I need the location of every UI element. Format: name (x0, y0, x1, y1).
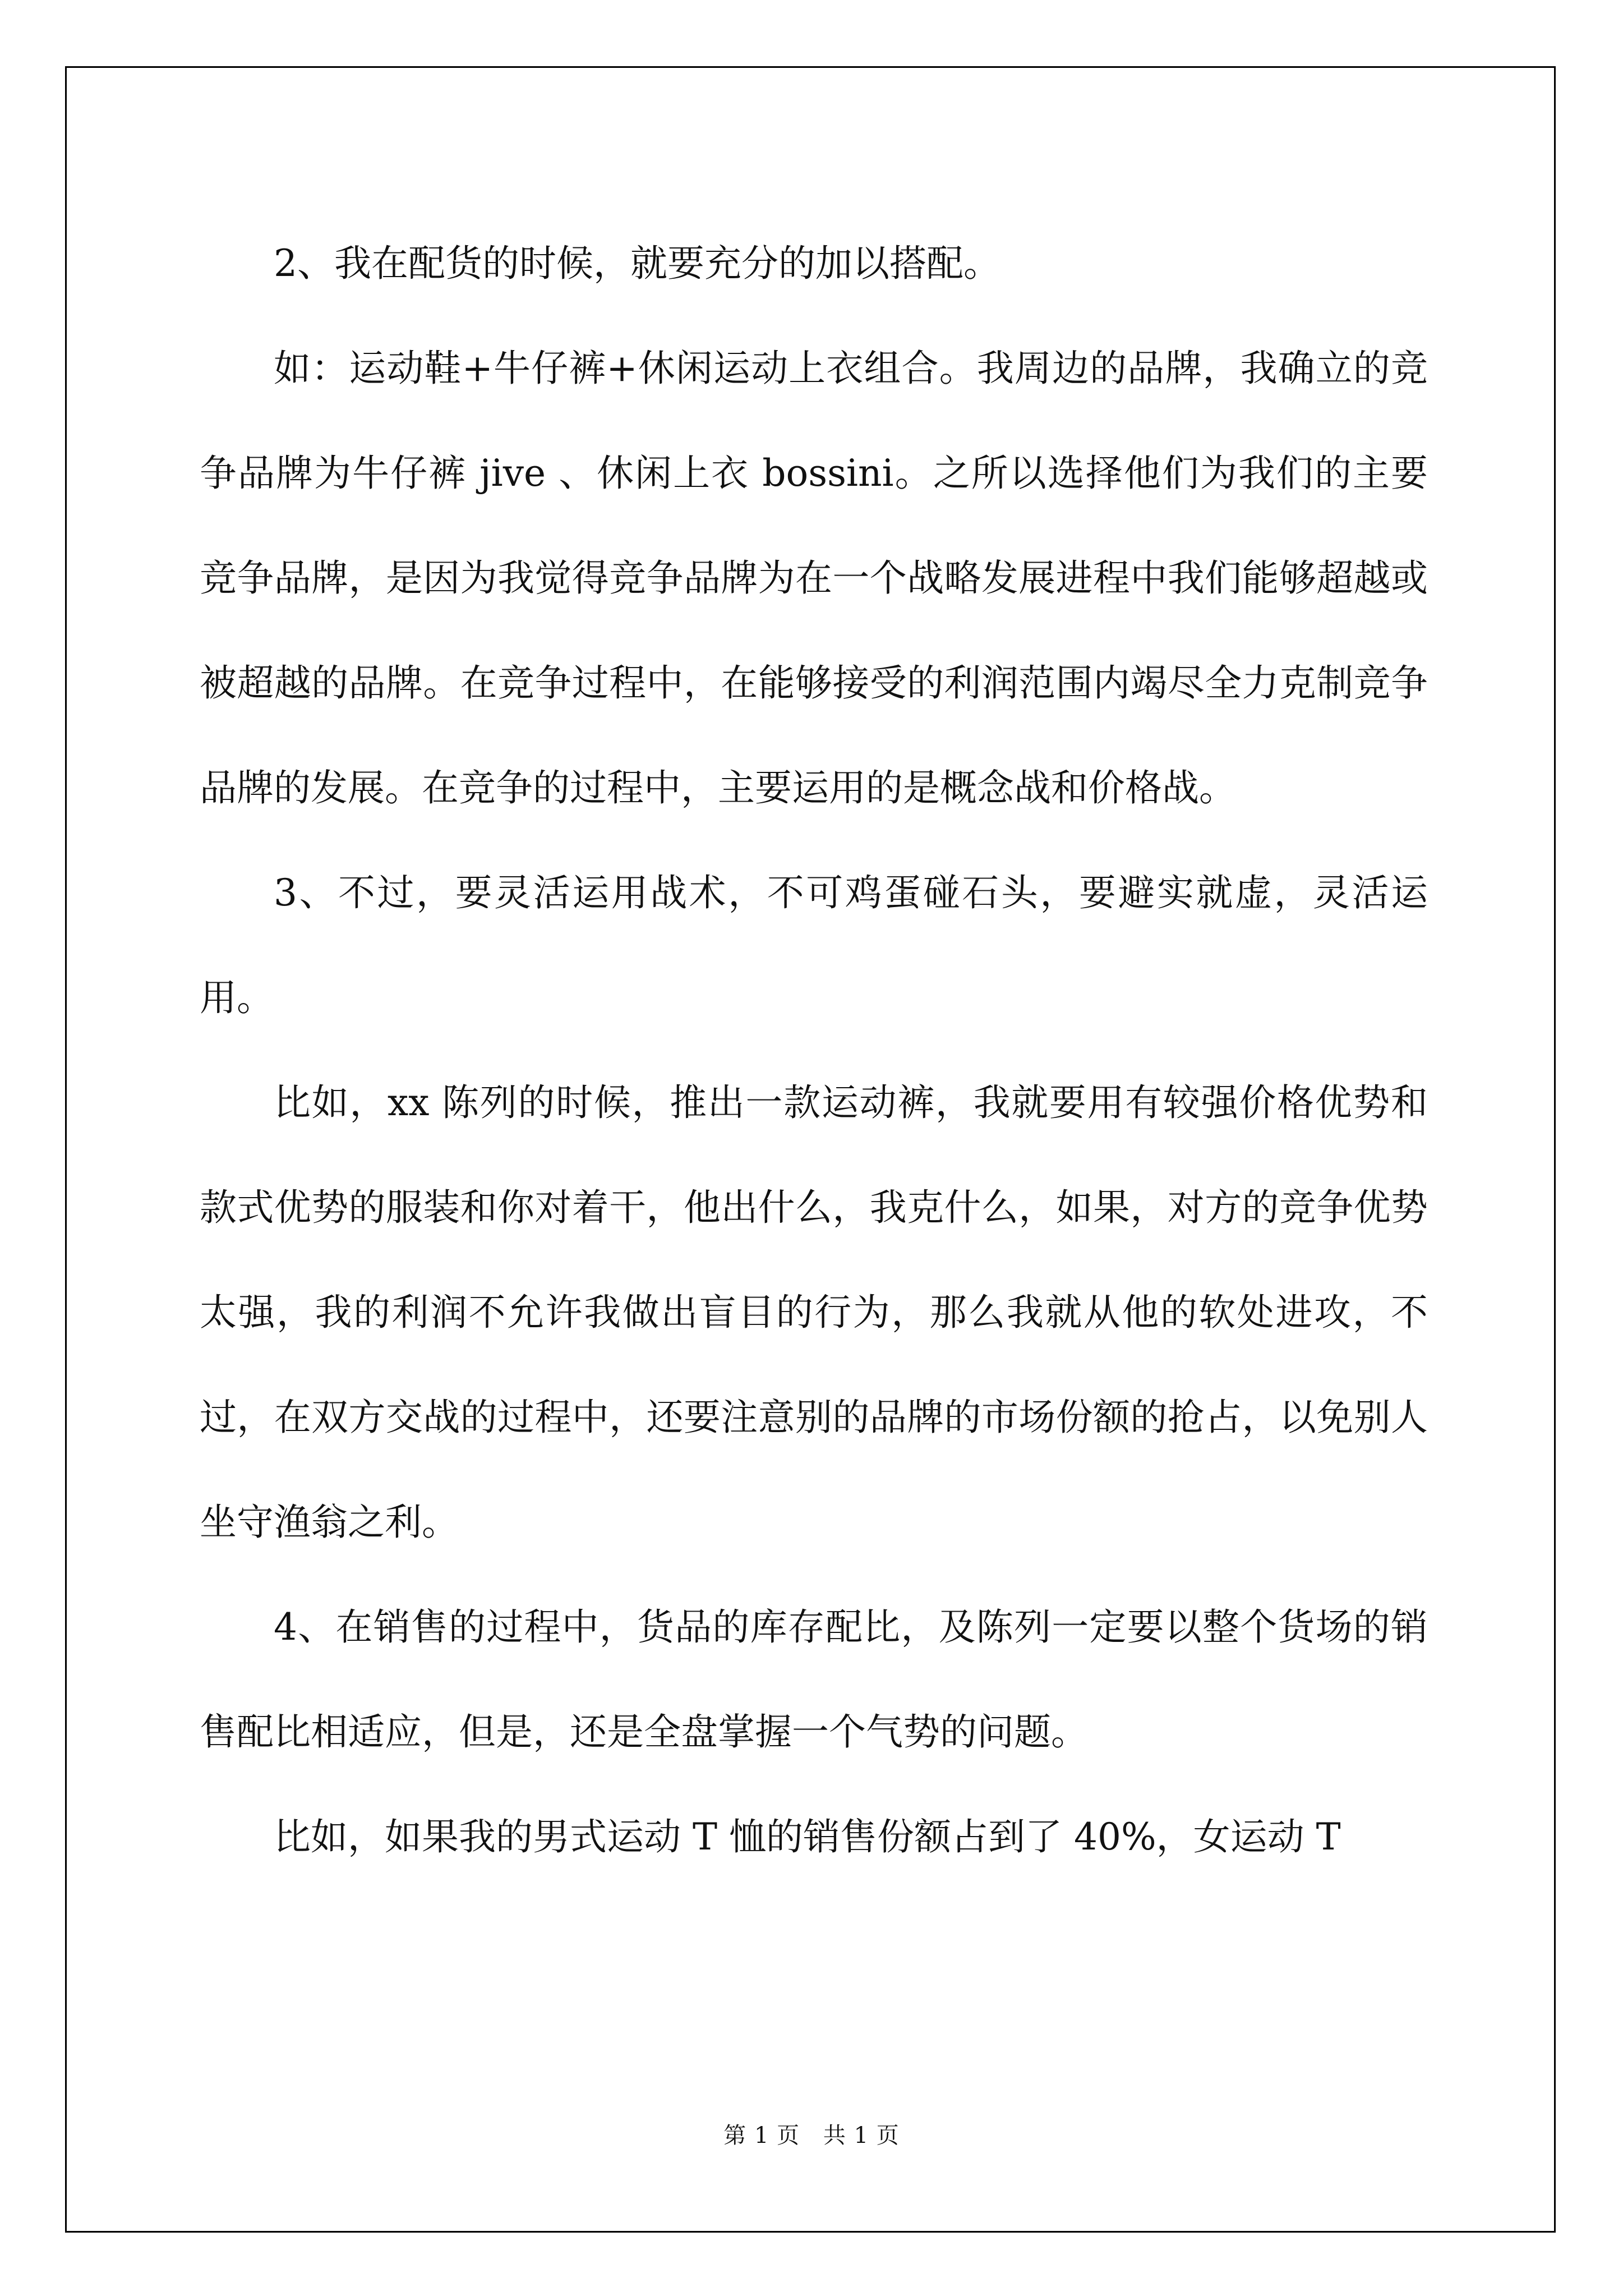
paragraph-5: 4、在销售的过程中，货品的库存配比，及陈列一定要以整个货场的销售配比相适应，但是，还是全盘掌握一个气势的问题。 (200, 1605, 1428, 1754)
paragraph-2: 如：运动鞋+牛仔裤+休闲运动上衣组合。我周边的品牌，我确立的竞争品牌为牛仔裤 jive 、休闲上衣 bossini。之所以选择他们为我们的主要竞争品牌，是因为我觉得竞争品牌为在一个战略发展进程中我们能够超越或被超越的品牌。在竞争过程中，在能够接受的利润范围内竭尽全力克制竞争品牌的发展。在竞争的过程中，主要运用的是概念战和价格战。 (200, 347, 1428, 809)
page-number: 第 1 页 (723, 2123, 800, 2148)
paragraph-6: 比如，如果我的男式运动 T 恤的销售份额占到了 40%，女运动 T (274, 1815, 1341, 1858)
page-footer (0, 2118, 1623, 2150)
paragraph-3: 3、不过，要灵活运用战术，不可鸡蛋碰石头，要避实就虚，灵活运用。 (200, 871, 1428, 1019)
paragraph-4: 比如，xx 陈列的时候，推出一款运动裤，我就要用有较强价格优势和款式优势的服装和你对着干，他出什么，我克什么，如果，对方的竞争优势太强，我的利润不允许我做出盲目的行为，那么我就从他的软处进攻，不过，在双方交战的过程中，还要注意别的品牌的市场份额的抢占，以免别人坐守渔翁之利。 (200, 1081, 1428, 1544)
paragraph-1: 2、我在配货的时候，就要充分的加以搭配。 (274, 242, 1000, 285)
document-body (200, 211, 1428, 1889)
page-total: 共 1 页 (823, 2123, 900, 2148)
